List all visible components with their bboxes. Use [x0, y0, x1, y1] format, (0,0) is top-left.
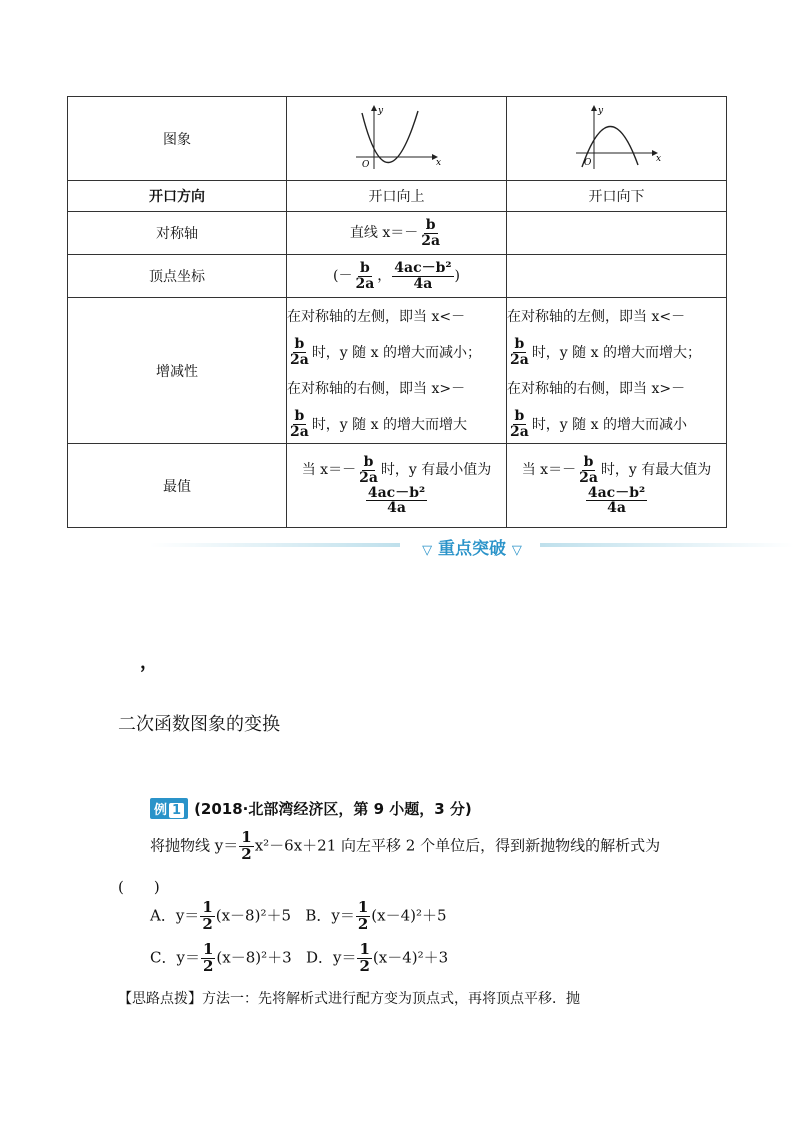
fraction-denominator: 2	[359, 956, 370, 975]
options-row-2	[150, 942, 448, 975]
vertex-fraction-y	[392, 261, 453, 291]
fraction-denominator: 2a	[421, 232, 441, 249]
table-row-direction	[68, 181, 727, 212]
stray-comma: ，	[140, 652, 158, 673]
option-d-letter: D．y＝	[305, 948, 357, 967]
table-row-vertex	[68, 255, 727, 298]
hint-text: 【思路点拨】方法一：先将解析式进行配方变为顶点式，再将顶点平移．抛	[118, 991, 580, 1007]
mono-up-line3: 在对称轴的右侧，即当 x>－	[287, 380, 466, 397]
origin-label: O	[361, 159, 369, 170]
row-label-graph: 图象	[68, 97, 287, 181]
mono-up-fraction2	[288, 409, 311, 439]
example-source: (2018·北部湾经济区，第 9 小题，3 分)	[194, 800, 472, 818]
mono-down-line4: 时，y 随 x 的增大而减小	[531, 416, 687, 433]
axis-fraction	[419, 218, 442, 248]
mono-down-line3: 在对称轴的右侧，即当 x>－	[507, 380, 686, 397]
mono-down-line2: 时，y 随 x 的增大而增大；	[531, 344, 701, 361]
axis-value	[287, 212, 507, 255]
fraction-numerator: b	[359, 259, 370, 276]
fraction-denominator: 2a	[359, 469, 378, 486]
options-row-1	[150, 900, 447, 933]
direction-up: 开口向上	[287, 181, 507, 212]
triangle-down-icon: ▽	[511, 543, 522, 558]
fraction-denominator: 2	[202, 914, 213, 933]
option-b-fraction	[356, 900, 370, 933]
fraction-numerator: 1	[241, 828, 252, 846]
section-title: 二次函数图象的变换	[118, 714, 280, 735]
row-label-extremum: 最值	[68, 444, 287, 528]
option-c-letter: C．y＝	[150, 948, 200, 967]
vertex-fraction-x	[353, 261, 376, 291]
max-down-value	[586, 486, 647, 516]
fraction-denominator: 2a	[355, 275, 375, 292]
max-up-fraction	[357, 455, 380, 485]
fraction-numerator: 1	[202, 898, 213, 916]
fraction-denominator: 2a	[579, 469, 598, 486]
graph-upward-parabola	[287, 97, 507, 181]
table-row-axis	[68, 212, 727, 255]
row-label-direction: 开口方向	[68, 181, 287, 212]
question-fraction	[239, 830, 253, 863]
mono-down-fraction1	[508, 337, 531, 367]
graph-downward-parabola	[507, 97, 727, 181]
option-b-expr: (x－4)²＋5	[371, 906, 447, 925]
fraction-numerator: 4ac－b²	[587, 484, 646, 501]
fraction-numerator: 4ac－b²	[367, 484, 426, 501]
downward-parabola-graph	[572, 103, 662, 171]
example-header	[150, 798, 472, 819]
table-row-graph	[68, 97, 727, 181]
fraction-numerator: 1	[202, 940, 214, 958]
monotonicity-up	[287, 298, 507, 444]
badge-number: 1	[169, 803, 184, 818]
fraction-denominator: 2a	[290, 352, 309, 368]
fraction-numerator: b	[363, 454, 374, 471]
mono-up-line4: 时，y 随 x 的增大而增大	[311, 416, 467, 433]
upward-parabola-graph	[352, 103, 442, 171]
table-row-extremum	[68, 444, 727, 528]
option-b-letter: B．y＝	[305, 906, 355, 925]
fraction-numerator: b	[514, 336, 525, 353]
row-label-axis: 对称轴	[68, 212, 287, 255]
fraction-numerator: b	[294, 408, 305, 425]
banner-title: 重点突破	[438, 539, 506, 559]
fraction-numerator: b	[425, 216, 436, 233]
question-pre: 将抛物线 y＝	[150, 836, 239, 855]
question-post: x²－6x＋21 向左平移 2 个单位后，得到新抛物线的解析式为	[254, 836, 661, 855]
fraction-denominator: 4a	[387, 500, 406, 517]
option-a-fraction	[200, 900, 214, 933]
fraction-denominator: 2a	[510, 424, 529, 440]
max-up-pre: 当 x＝－	[301, 462, 357, 479]
mono-down-line1: 在对称轴的左侧，即当 x<－	[507, 308, 686, 325]
banner-line-left	[150, 543, 400, 547]
section-banner	[150, 534, 794, 559]
mono-up-line2: 时，y 随 x 的增大而减小；	[311, 344, 481, 361]
properties-table	[67, 96, 727, 528]
fraction-denominator: 2a	[290, 424, 309, 440]
vertex-close: )	[454, 268, 460, 284]
x-axis-label: x	[655, 153, 661, 164]
mono-down-fraction2	[508, 409, 531, 439]
y-axis-label: y	[377, 105, 383, 116]
max-up-post: 时，y 有最小值为	[380, 462, 492, 479]
example-badge	[150, 798, 188, 819]
fraction-numerator: 4ac－b²	[394, 259, 452, 276]
vertex-empty-cell	[507, 255, 727, 298]
option-a-expr: (x－8)²＋5	[215, 906, 292, 925]
axis-prefix: 直线 x＝－	[349, 225, 419, 241]
mono-up-line1: 在对称轴的左侧，即当 x<－	[287, 308, 466, 325]
mono-up-fraction1	[288, 337, 311, 367]
monotonicity-down	[507, 298, 727, 444]
row-label-monotonicity: 增减性	[68, 298, 287, 444]
badge-label: 例	[154, 803, 168, 818]
fraction-denominator: 4a	[607, 500, 626, 517]
fraction-denominator: 2	[241, 844, 252, 863]
option-a-letter: A．y＝	[150, 906, 200, 925]
banner-line-right	[540, 543, 794, 547]
fraction-denominator: 2	[202, 956, 214, 975]
option-c-expr: (x－8)²＋3	[216, 948, 292, 967]
max-down-fraction	[577, 455, 600, 485]
origin-label: O	[583, 157, 591, 168]
fraction-denominator: 2	[357, 914, 369, 933]
extremum-down	[507, 444, 727, 528]
fraction-numerator: b	[583, 454, 594, 471]
banner-title-wrap	[406, 534, 538, 559]
vertex-open: (－	[332, 268, 353, 284]
triangle-down-icon: ▽	[422, 543, 433, 558]
y-axis-label: y	[597, 105, 603, 116]
fraction-numerator: 1	[359, 940, 370, 958]
fraction-numerator: b	[294, 336, 305, 353]
max-up-value	[366, 486, 427, 516]
row-label-vertex: 顶点坐标	[68, 255, 287, 298]
fraction-denominator: 2a	[510, 352, 529, 368]
fraction-numerator: 1	[357, 898, 369, 916]
max-down-pre: 当 x＝－	[521, 462, 577, 479]
vertex-value	[287, 255, 507, 298]
answer-paren: ( )	[118, 878, 160, 896]
vertex-separator: ，	[377, 268, 392, 284]
table-row-monotonicity	[68, 298, 727, 444]
axis-empty-cell	[507, 212, 727, 255]
option-c-fraction	[201, 942, 215, 975]
option-d-expr: (x－4)²＋3	[372, 948, 449, 967]
example-question	[150, 830, 660, 863]
fraction-denominator: 4a	[413, 275, 433, 292]
extremum-up	[287, 444, 507, 528]
fraction-numerator: b	[514, 408, 525, 425]
option-d-fraction	[357, 942, 371, 975]
max-down-post: 时，y 有最大值为	[600, 462, 712, 479]
direction-down: 开口向下	[507, 181, 727, 212]
x-axis-label: x	[435, 157, 441, 168]
